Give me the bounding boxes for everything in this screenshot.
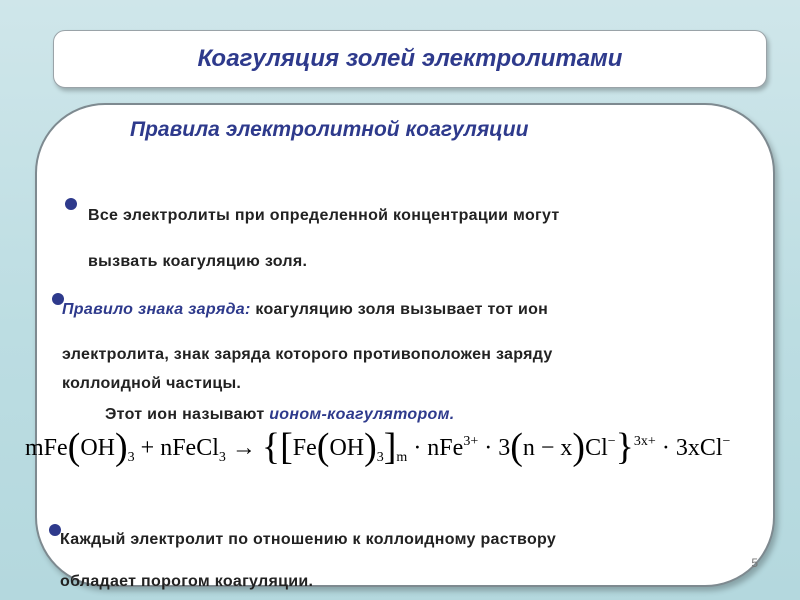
formula-paren: ( [510,426,523,468]
formula-paren: ) [572,426,586,468]
bullet1-line1: Все электролиты при определенной концентрации могут [88,207,560,224]
formula-superscript: 3+ [463,434,479,449]
bullet2-line2: электролита, знак заряда которого противоположен заряду [62,346,553,363]
formula-part: · 3 [478,435,511,461]
bullet2-line1-rest: коагуляцию золя вызывает тот ион [250,301,549,318]
formula-part: Cl [585,435,608,461]
formula-subscript: 3 [218,450,226,465]
formula-superscript: 3x+ [633,434,656,449]
formula-subscript: m [396,450,408,465]
formula-subscript: 3 [376,450,384,465]
formula-brace: } [615,426,634,468]
formula-paren: ( [67,426,81,468]
formula-paren: ) [115,426,128,468]
formula-part: n − x [522,435,573,461]
formula-superscript: − [607,434,616,449]
bullet3-line2: обладает порогом коагуляции. [60,573,314,590]
formula-bracket: [ [280,426,293,468]
bullet2-line4-prefix: Этот ион называют [105,406,270,423]
charge-rule-label: Правило знака заряда: [62,301,251,318]
slide-title: Коагуляция золей электролитами [197,45,623,72]
formula-brace: { [261,426,281,468]
reaction-arrow: → [225,435,262,461]
formula-paren: ) [364,426,377,468]
bullet1-line2: вызвать коагуляцию золя. [88,253,308,270]
formula-paren: ( [316,426,330,468]
title-box [53,30,767,88]
formula-bracket: ] [383,426,397,468]
bullet2-line1 [62,301,548,319]
formula-part: OH [80,435,115,461]
formula-part: · nFe [407,435,464,461]
formula-part: + nFeCl [134,435,219,461]
formula-part: OH [329,435,365,461]
slide-subtitle: Правила электролитной коагуляции [130,118,529,141]
content-card [35,103,775,587]
bullet2-line3: коллоидной частицы. [62,375,242,392]
formula-part: mFe [25,435,68,461]
formula-subscript: 3 [127,450,135,465]
micelle-formula [25,425,730,475]
formula-part: · 3xCl [655,435,723,461]
coagulator-ion-term: ионом-коагулятором. [269,406,455,423]
bullet2-line4 [105,406,455,424]
formula-part: Fe [292,435,317,461]
formula-superscript: − [722,434,731,449]
bullet3-line1: Каждый электролит по отношению к коллоидному раствору [60,531,557,548]
page-number: 5 [751,556,758,570]
bullet-dot-1 [65,198,77,210]
